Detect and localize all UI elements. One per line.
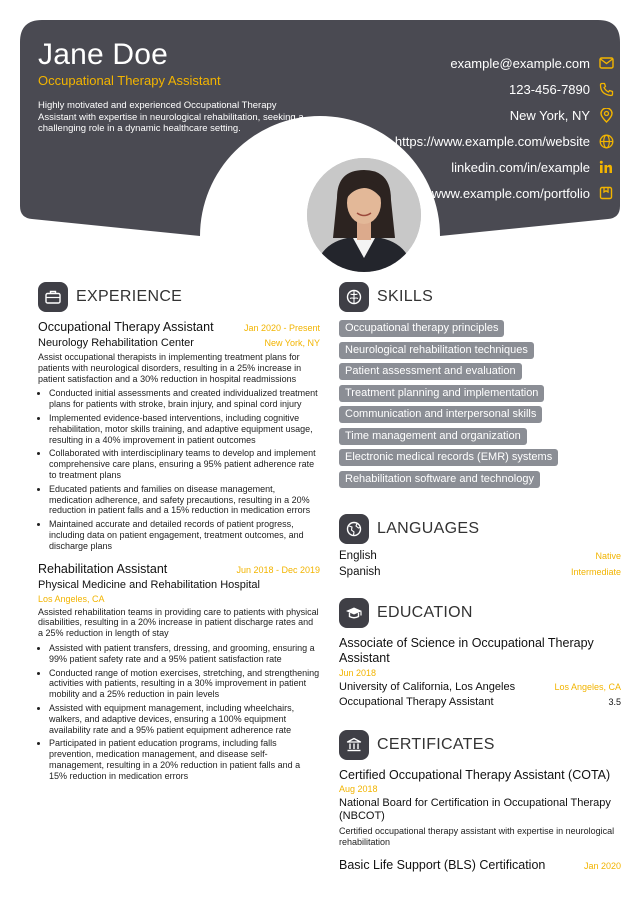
languages-title: LANGUAGES [377,520,480,537]
education-entry [339,636,621,708]
job-bullet: • Implemented evidence-based interventions, including cognitive rehabilitation, motor skills training, and adaptive equipment usage, resulting in a 40% improvement in patient outcomes [49,413,320,445]
job-date: Jan 2020 - Present [243,323,320,333]
education-date: Jun 2018 [339,668,377,678]
education-degree: Associate of Science in Occupational Therapy Assistant [339,636,594,665]
language-level: Native [595,551,621,561]
job-description: Assist occupational therapists in implementing treatment plans for patients with neurological disorders, resulting in a 25% increase in patient satisfaction and a 30% reduction in hospital readmissions [38,352,302,384]
job-location: Los Angeles, CA [38,593,105,604]
certificate-entry [339,858,621,872]
contact-website-text[interactable]: https://www.example.com/website [394,133,590,149]
skill-tag: Occupational therapy principles [339,320,504,337]
job-date: Jun 2018 - Dec 2019 [236,564,320,575]
experience-heading [38,282,182,312]
contact-phone[interactable] [320,76,620,102]
certificate-date: Aug 2018 [339,784,378,794]
language-row [339,566,621,582]
language-level: Intermediate [570,567,621,577]
skill-tag: Treatment planning and implementation [339,385,544,402]
education-field: Occupational Therapy Assistant [339,696,494,708]
job-company: Neurology Rehabilitation Center [38,337,194,349]
education-school: University of California, Los Angeles [339,681,516,693]
contact-phone-text[interactable]: 123-456-7890 [509,81,590,97]
language-name: English [339,550,377,562]
email-icon [598,55,614,71]
contact-portfolio-text[interactable]: www.example.com/portfolio [431,185,590,201]
skill-tag: Patient assessment and evaluation [339,363,522,380]
job-description: Assisted rehabilitation teams in providing care to patients with physical disabilities, resulting in a 20% increase in patient discharge rates and a 25% reduction in length of stay [38,606,319,639]
linkedin-icon [598,159,614,175]
job-bullet: • Participated in patient education programs, including falls prevention, medication management, and disease self-management, resulting in a 20% reduction in patient falls and a 15% reduction in medication errors [49,738,320,781]
certificate-date: Jan 2020 [583,860,621,871]
job-entry [38,562,320,782]
certificate-entry [339,768,621,848]
globe-icon [339,514,369,544]
contact-website[interactable] [320,128,620,154]
job-bullet: • Maintained accurate and detailed records of patient progress, including data on patient engagement, treatment outcomes, and discharge plans [49,519,320,551]
certificates-list [339,768,621,872]
education-location: Los Angeles, CA [554,682,621,692]
experience-title: EXPERIENCE [76,288,183,305]
skills-heading [339,282,433,312]
job-bullet: • Conducted initial assessments and created individualized treatment plans for patients with stroke, brain injury, and spinal cord injury [49,388,320,410]
certificates-title: CERTIFICATES [377,736,495,753]
phone-icon [598,81,614,97]
certificate-description: Certified occupational therapy assistant with expertise in neurological rehabilitation [339,826,615,847]
graduation-cap-icon [339,598,369,628]
briefcase-icon [38,282,68,312]
languages-heading [339,514,479,544]
job-bullet: • Conducted range of motion exercises, stretching, and strengthening activities with patients, resulting in a 30% improvement in patient mobility and a 25% reduction in pain levels [49,668,320,700]
certificate-name: Basic Life Support (BLS) Certification [339,857,546,872]
profile-summary: Highly motivated and experienced Occupational Therapy Assistant with expertise in neurological rehabilitation, seeking a challenging role in a dynamic healthcare setting. [38,100,304,134]
job-bullet: • Educated patients and families on disease management, medication adherence, and safety precautions, resulting in a 20% reduction in patient falls and a 15% reduction in medication errors [49,484,320,516]
contact-location-text: New York, NY [509,107,590,123]
brain-icon [339,282,369,312]
job-bullet: • Assisted with patient transfers, dressing, and grooming, ensuring a 99% patient safety rate and a 95% patient satisfaction rate [49,643,320,665]
skill-tag: Time management and organization [339,428,527,445]
skill-tag: Communication and interpersonal skills [339,406,542,423]
language-row [339,550,621,566]
job-location: New York, NY [264,338,320,348]
job-bullets [38,388,320,551]
education-gpa: 3.5 [608,697,621,707]
institution-icon [339,730,369,760]
job-entry [38,320,320,552]
portfolio-icon [598,185,614,201]
profile-photo [307,158,421,272]
certificate-issuer: National Board for Certification in Occupational Therapy (NBCOT) [339,797,611,822]
education-title: EDUCATION [377,604,473,621]
job-bullet: • Assisted with equipment management, including wheelchairs, walkers, and adaptive devices, ensuring a 100% equipment availability rate and a 95% patient equipment adherence rate [49,703,320,735]
candidate-title: Occupational Therapy Assistant [38,73,221,88]
contact-email[interactable] [320,50,620,76]
candidate-name: Jane Doe [38,38,169,71]
job-bullets [38,643,320,782]
certificates-heading [339,730,495,760]
language-name: Spanish [339,566,381,578]
job-bullet: • Collaborated with interdisciplinary teams to develop and implement comprehensive care plans, ensuring a 95% patient adherence rate to treatment plans [49,448,320,480]
contact-location [320,102,620,128]
languages-list [339,550,621,582]
contact-linkedin-text[interactable]: linkedin.com/in/example [451,159,590,175]
certificate-name: Certified Occupational Therapy Assistant (COTA) [339,768,611,782]
contact-email-text[interactable]: example@example.com [450,55,590,71]
skill-tag: Rehabilitation software and technology [339,471,540,488]
skills-title: SKILLS [377,288,434,305]
skill-tag: Electronic medical records (EMR) systems [339,449,558,466]
job-role: Occupational Therapy Assistant [38,320,214,334]
job-role: Rehabilitation Assistant [38,561,168,576]
experience-section [38,320,320,785]
globe-icon [598,133,614,149]
location-pin-icon [598,107,614,123]
job-company: Physical Medicine and Rehabilitation Hospital [38,578,260,591]
skills-list [339,320,621,492]
skill-tag: Neurological rehabilitation techniques [339,342,534,359]
education-heading [339,598,473,628]
